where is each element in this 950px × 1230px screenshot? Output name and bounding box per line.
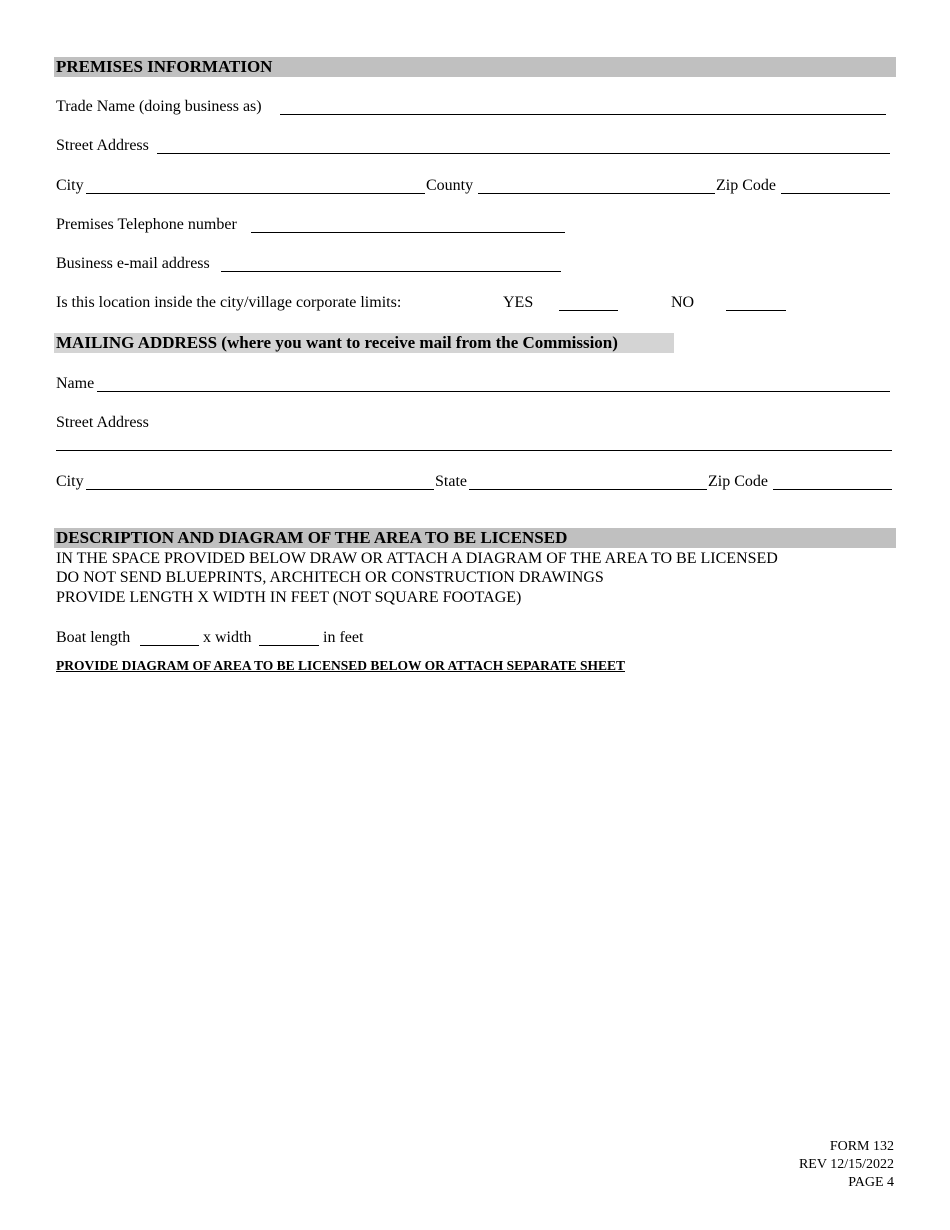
premises-telephone-field[interactable] xyxy=(251,232,565,233)
diagram-instruction: PROVIDE DIAGRAM OF AREA TO BE LICENSED BELOW OR ATTACH SEPARATE SHEET xyxy=(56,658,625,673)
corporate-limits-no-label: NO xyxy=(671,294,695,311)
premises-county-label: County xyxy=(426,177,474,194)
premises-street-address-label: Street Address xyxy=(56,137,149,154)
mailing-zip-field[interactable] xyxy=(773,489,892,490)
trade-name-field[interactable] xyxy=(280,114,886,115)
premises-section-title: PREMISES INFORMATION xyxy=(56,57,273,76)
premises-city-label: City xyxy=(56,177,84,194)
description-instruction-2: DO NOT SEND BLUEPRINTS, ARCHITECH OR CONSTRUCTION DRAWINGS xyxy=(56,569,604,586)
description-section-title: DESCRIPTION AND DIAGRAM OF THE AREA TO BE LICENSED xyxy=(56,528,568,547)
corporate-limits-no-field[interactable] xyxy=(726,310,786,311)
mailing-name-field[interactable] xyxy=(97,391,890,392)
boat-length-field[interactable] xyxy=(140,645,199,646)
mailing-street-address-label: Street Address xyxy=(56,414,149,431)
premises-zip-field[interactable] xyxy=(781,193,890,194)
form-footer xyxy=(799,1138,894,1192)
corporate-limits-question: Is this location inside the city/village corporate limits: xyxy=(56,294,402,311)
corporate-limits-yes-label: YES xyxy=(503,294,534,311)
premises-city-field[interactable] xyxy=(86,193,425,194)
mailing-street-address-field[interactable] xyxy=(56,450,892,451)
mailing-zip-label: Zip Code xyxy=(708,473,768,490)
boat-width-field[interactable] xyxy=(259,645,319,646)
premises-street-address-field[interactable] xyxy=(157,153,890,154)
mailing-name-label: Name xyxy=(56,375,95,392)
description-instruction-1: IN THE SPACE PROVIDED BELOW DRAW OR ATTACH A DIAGRAM OF THE AREA TO BE LICENSED xyxy=(56,550,778,567)
page-number: PAGE 4 xyxy=(848,1175,894,1190)
mailing-section-title: MAILING ADDRESS (where you want to receive mail from the Commission) xyxy=(56,333,618,352)
boat-length-label: Boat length xyxy=(56,629,131,646)
premises-county-field[interactable] xyxy=(478,193,715,194)
boat-width-label: x width xyxy=(203,629,252,646)
form-number: FORM 132 xyxy=(829,1139,894,1154)
mailing-city-field[interactable] xyxy=(86,489,434,490)
mailing-state-label: State xyxy=(435,473,467,490)
trade-name-label: Trade Name (doing business as) xyxy=(56,98,262,115)
premises-telephone-label: Premises Telephone number xyxy=(56,216,237,233)
description-instruction-3: PROVIDE LENGTH X WIDTH IN FEET (NOT SQUARE FOOTAGE) xyxy=(56,589,522,606)
mailing-city-label: City xyxy=(56,473,84,490)
diagram-area[interactable] xyxy=(56,680,896,1120)
premises-zip-label: Zip Code xyxy=(716,177,776,194)
mailing-state-field[interactable] xyxy=(469,489,707,490)
business-email-field[interactable] xyxy=(221,271,561,272)
form-revision: REV 12/15/2022 xyxy=(798,1157,894,1172)
business-email-label: Business e-mail address xyxy=(56,255,210,272)
corporate-limits-yes-field[interactable] xyxy=(559,310,618,311)
boat-unit-label: in feet xyxy=(323,629,364,646)
